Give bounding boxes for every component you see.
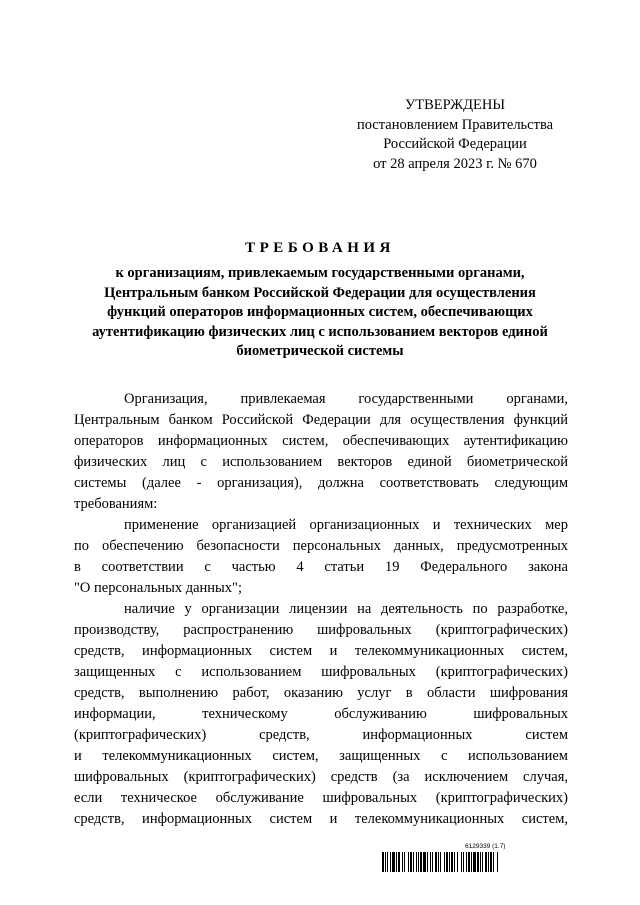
paragraph-2-line: "О персональных данных";	[74, 580, 242, 596]
paragraph-1-line: физических лиц с использованием векторов единой биометрической	[74, 454, 568, 470]
paragraph-2-line: в соответствии с частью 4 статьи 19 Федерального закона	[74, 559, 568, 575]
paragraph-3-line: наличие у организации лицензии на деятельность по разработке,	[124, 601, 568, 617]
paragraph-1-line: требованиям:	[74, 496, 158, 512]
paragraph-2-line: применение организацией организационных и технических мер	[124, 517, 568, 533]
paragraph-1-line: Организация, привлекаемая государственными органами,	[124, 391, 568, 407]
paragraph-3-line: средств, информационных систем и телекоммуникационных систем,	[74, 643, 568, 659]
barcode-caption: 6129339 (1.7)	[465, 843, 506, 850]
paragraph-1-line: системы (далее - организация), должна соответствовать следующим	[74, 475, 568, 491]
paragraph-3-line: и телекоммуникационных систем, защищенных с использованием	[74, 748, 568, 764]
document-body	[74, 389, 568, 830]
document-barcode	[382, 852, 568, 872]
document-subtitle	[70, 264, 570, 362]
paragraph-3-line: средств, информационных систем и телекоммуникационных систем,	[74, 811, 568, 827]
approval-date-number: от 28 апреля 2023 г. № 670	[373, 155, 537, 172]
paragraph-3-line: производству, распространению шифровальных (криптографических)	[74, 622, 568, 638]
paragraph-3-line: если техническое обслуживание шифровальных (криптографических)	[74, 790, 568, 806]
paragraph-2-line: по обеспечению безопасности персональных данных, предусмотренных	[74, 538, 568, 554]
paragraph-3-line: (криптографических) средств, информационных систем	[74, 727, 568, 743]
approval-block	[340, 96, 570, 174]
paragraph-3-line: информации, техническому обслуживанию шифровальных	[74, 706, 568, 722]
subtitle-line: аутентификацию физических лиц с использованием векторов единой	[92, 323, 548, 340]
paragraph-3-line: защищенных с использованием шифровальных (криптографических)	[74, 664, 568, 680]
subtitle-line: биометрической системы	[236, 343, 404, 359]
approval-heading: УТВЕРЖДЕНЫ	[404, 97, 506, 113]
subtitle-line: к организациям, привлекаемым государственными органами,	[115, 265, 525, 281]
subtitle-line: Центральным банком Российской Федерации для осуществления	[104, 284, 536, 301]
approval-line: Российской Федерации	[383, 136, 527, 152]
barcode-stripe	[497, 852, 498, 872]
approval-line: постановлением Правительства	[356, 116, 554, 133]
paragraph-1-line: операторов информационных систем, обеспечивающих аутентификацию	[74, 433, 568, 449]
paragraph-1-line: Центральным банком Российской Федерации для осуществления функций	[74, 412, 568, 428]
paragraph-3-line: шифровальных (криптографических) средств (за исключением случая,	[74, 769, 568, 785]
subtitle-line: функций операторов информационных систем, обеспечивающих	[107, 304, 533, 320]
paragraph-3-line: средств, выполнению работ, оказанию услуг в области шифрования	[74, 685, 568, 701]
document-title: ТРЕБОВАНИЯ	[245, 240, 395, 256]
